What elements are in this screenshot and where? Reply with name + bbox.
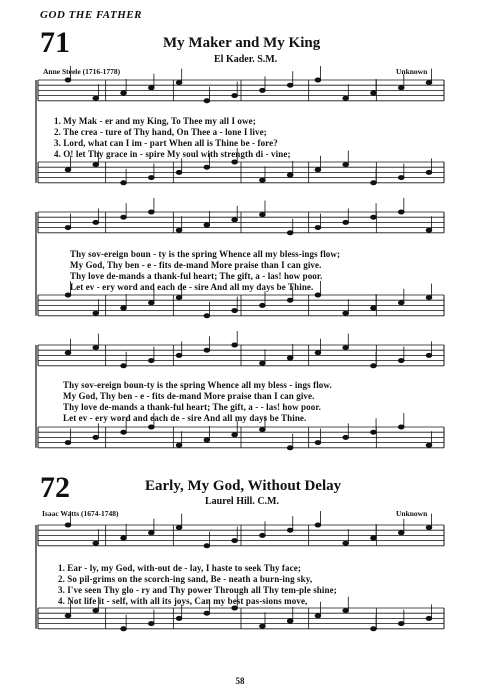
notehead [343,311,349,315]
lyric-line: Thy sov-ereign boun-ty is the spring Whence all my bless - ings flow. [63,380,332,390]
notehead [343,346,349,350]
notehead [93,346,99,350]
lyric-line: 4. Not life it - self, with all its joys, Can my best pas-sions move, [58,596,308,606]
notehead [260,88,266,92]
notehead [287,83,293,87]
notehead [204,314,210,318]
notehead [287,619,293,623]
notehead [398,301,404,305]
notehead [371,215,377,219]
notehead [65,523,71,527]
notehead [93,311,99,315]
notehead [65,226,71,230]
notehead [204,348,210,352]
composer-credit: Unknown [396,509,428,518]
notehead [149,425,155,429]
notehead [204,99,210,103]
notehead [398,622,404,626]
notehead [260,624,266,628]
notehead [176,296,182,300]
notehead [93,220,99,224]
hymn-number: 72 [40,471,70,504]
notehead [204,438,210,442]
notehead [232,160,238,164]
notehead [371,364,377,368]
lyric-line: 2. The crea - ture of Thy hand, On Thee a - lone I live; [54,127,267,137]
notehead [232,309,238,313]
notehead [260,213,266,217]
notehead [260,428,266,432]
notehead [426,526,432,530]
notehead [343,541,349,545]
notehead [287,446,293,450]
notehead [232,606,238,610]
notehead [176,526,182,530]
lyric-line: Thy love de-mands a thank-ful heart; The gift, a - las! how poor. [70,271,323,281]
lyric-line: 2. So pil-grims on the scorch-ing sand, Be - neath a burn-ing sky, [58,574,313,584]
lyric-line: Let ev - ery word and each de - sire And all my days be Thine. [70,282,314,292]
notehead [260,533,266,537]
lyric-line: 3. I've seen Thy glo - ry and Thy power Through all Thy tem-ple shine; [58,585,337,595]
notehead [287,231,293,235]
notehead [426,616,432,620]
notehead [204,611,210,615]
notehead [65,614,71,618]
section-heading: GOD THE FATHER [40,9,142,21]
hymn-number: 71 [40,26,70,59]
notehead [149,210,155,214]
notehead [426,81,432,85]
notehead [204,544,210,548]
notehead [232,218,238,222]
notehead [176,228,182,232]
notehead [398,359,404,363]
lyric-line: 4. O! let Thy grace in - spire My soul with strength di - vine; [54,149,291,159]
notehead [121,215,127,219]
notehead [398,176,404,180]
notehead [426,353,432,357]
notehead [315,351,321,355]
hymn-title: Early, My God, Without Delay [145,478,342,494]
notehead [426,228,432,232]
notehead [204,165,210,169]
notehead [398,210,404,214]
notehead [149,622,155,626]
lyric-line: 3. Lord, what can I im - part When all is Thine be - fore? [54,138,278,148]
hymn-title: My Maker and My King [163,35,321,51]
author-credit: Isaac Watts (1674-1748) [42,509,119,518]
notehead [343,96,349,100]
tune-name: Laurel Hill. C.M. [205,496,279,507]
lyric-line: Let ev - ery word and each de - sire And all my days be Thine. [63,413,307,423]
lyric-line: My God, Thy ben - e - fits de-mand More praise than I can give. [63,391,315,401]
notehead [398,531,404,535]
notehead [176,443,182,447]
notehead [426,296,432,300]
notehead [93,435,99,439]
tune-name: El Kader. S.M. [214,54,278,65]
notehead [260,178,266,182]
notehead [315,293,321,297]
notehead [315,168,321,172]
notehead [93,541,99,545]
notehead [121,91,127,95]
notehead [343,220,349,224]
notehead [371,430,377,434]
notehead [121,364,127,368]
notehead [426,443,432,447]
notehead [176,353,182,357]
notehead [121,430,127,434]
notehead [149,301,155,305]
notehead [287,298,293,302]
notehead [93,609,99,613]
notehead [149,176,155,180]
notehead [343,163,349,167]
page-number: 58 [235,676,245,686]
notehead [398,86,404,90]
notehead [65,351,71,355]
notehead [287,528,293,532]
lyric-line: 1. My Mak - er and my King, To Thee my all I owe; [54,116,256,126]
notehead [315,226,321,230]
notehead [287,173,293,177]
notehead [65,293,71,297]
notehead [371,181,377,185]
notehead [121,627,127,631]
notehead [343,435,349,439]
notehead [121,306,127,310]
notehead [315,78,321,82]
notehead [121,536,127,540]
notehead [65,441,71,445]
notehead [149,531,155,535]
notehead [121,181,127,185]
notehead [204,223,210,227]
notehead [398,425,404,429]
notehead [343,609,349,613]
notehead [176,170,182,174]
notehead [65,168,71,172]
notehead [371,306,377,310]
notehead [260,303,266,307]
notehead [176,616,182,620]
notehead [149,359,155,363]
notehead [287,356,293,360]
notehead [315,523,321,527]
notehead [232,94,238,98]
notehead [426,170,432,174]
notehead [232,433,238,437]
notehead [176,81,182,85]
notehead [149,86,155,90]
notehead [315,614,321,618]
notehead [93,96,99,100]
notehead [93,163,99,167]
notehead [371,536,377,540]
lyric-line: Thy love de-mands a thank-ful heart; The gift, a - - las! how poor. [63,402,321,412]
lyric-line: Thy sov-ereign boun - ty is the spring Whence all my bless-ings flow; [70,249,341,259]
notehead [65,78,71,82]
notehead [232,539,238,543]
notehead [371,91,377,95]
notehead [371,627,377,631]
composer-credit: Unknown [396,67,428,76]
lyric-line: My God, Thy ben - e - fits de-mand More praise than I can give. [70,260,322,270]
lyric-line: 1. Ear - ly, my God, with-out de - lay, I haste to seek Thy face; [58,563,301,573]
author-credit: Anne Steele (1716-1778) [43,67,121,76]
notehead [315,441,321,445]
notehead [260,361,266,365]
notehead [232,343,238,347]
